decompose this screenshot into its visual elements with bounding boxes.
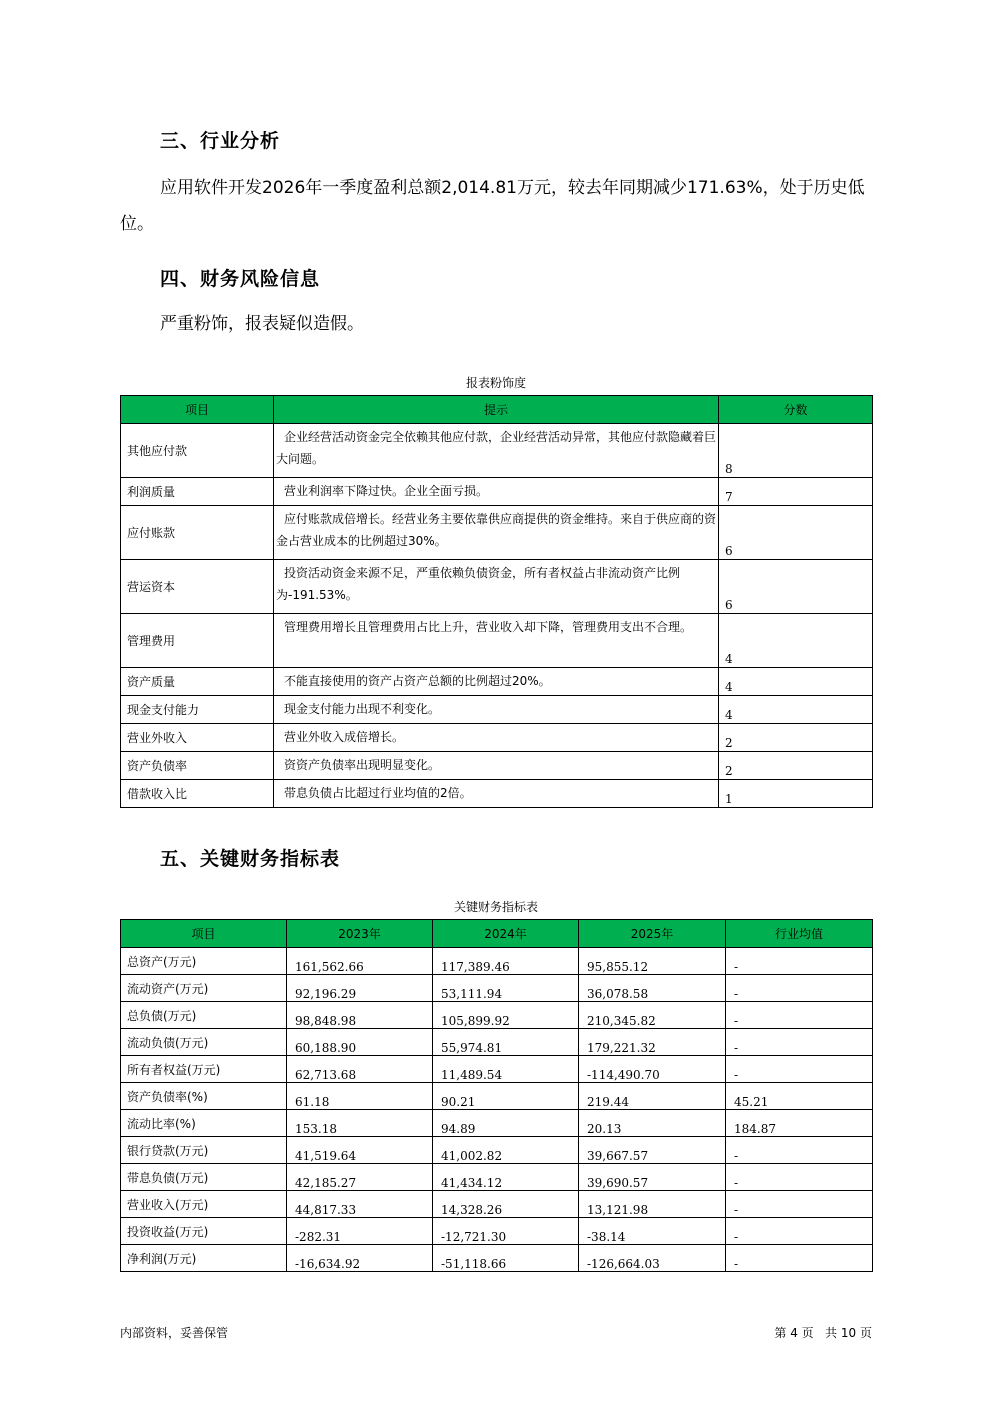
value-2025-cell: 13,121.98 [579, 1191, 726, 1218]
industry-avg-cell: - [726, 1137, 873, 1164]
indicator-name-cell: 总负债(万元) [121, 1002, 287, 1029]
risk-item-cell: 资产负债率 [121, 752, 274, 780]
value-2023-cell: 153.18 [287, 1110, 433, 1137]
indicator-name-cell: 净利润(万元) [121, 1245, 287, 1272]
fin-header-item: 项目 [121, 920, 287, 948]
value-2024-cell: -12,721.30 [433, 1218, 579, 1245]
industry-avg-cell: - [726, 1191, 873, 1218]
indicator-name-cell: 投资收益(万元) [121, 1218, 287, 1245]
risk-hint-cell: 营业外收入成倍增长。 [274, 724, 719, 752]
value-2023-cell: 62,713.68 [287, 1056, 433, 1083]
risk-hint-cell: 现金支付能力出现不利变化。 [274, 696, 719, 724]
indicator-name-cell: 所有者权益(万元) [121, 1056, 287, 1083]
value-2023-cell: -282.31 [287, 1218, 433, 1245]
indicator-name-cell: 流动负债(万元) [121, 1029, 287, 1056]
table-row [121, 424, 873, 478]
table-row [121, 1191, 873, 1218]
value-2023-cell: 42,185.27 [287, 1164, 433, 1191]
industry-analysis-text: 应用软件开发2026年一季度盈利总额2,014.81万元，较去年同期减少171.63%，处于历史低位。 [120, 178, 865, 234]
fin-header-2024: 2024年 [433, 920, 579, 948]
table-row [121, 1029, 873, 1056]
table-row [121, 668, 873, 696]
industry-avg-cell: 45.21 [726, 1083, 873, 1110]
risk-hint-cell: 企业经营活动资金完全依赖其他应付款，企业经营活动异常，其他应付款隐藏着巨大问题。 [274, 424, 719, 478]
value-2025-cell: 95,855.12 [579, 948, 726, 975]
value-2025-cell: -126,664.03 [579, 1245, 726, 1272]
section-heading-key-indicators: 五、关键财务指标表 [160, 848, 341, 870]
risk-header-score: 分数 [719, 396, 873, 424]
risk-score-cell: 4 [719, 696, 873, 724]
risk-hint-cell: 营业利润率下降过快。企业全面亏损。 [274, 478, 719, 506]
indicator-name-cell: 带息负债(万元) [121, 1164, 287, 1191]
fin-table-caption: 关键财务指标表 [453, 900, 538, 914]
fin-table-header-row [121, 920, 873, 948]
risk-score-cell: 4 [719, 668, 873, 696]
industry-avg-cell: - [726, 1245, 873, 1272]
table-row [121, 506, 873, 560]
risk-score-cell: 4 [719, 614, 873, 668]
risk-hint-cell: 带息负债占比超过行业均值的2倍。 [274, 780, 719, 808]
indicator-name-cell: 营业收入(万元) [121, 1191, 287, 1218]
table-row [121, 948, 873, 975]
risk-summary-text: 严重粉饰，报表疑似造假。 [160, 314, 364, 334]
value-2024-cell: 105,899.92 [433, 1002, 579, 1029]
key-financial-table [120, 919, 873, 1272]
table-row [121, 1056, 873, 1083]
risk-hint-cell: 不能直接使用的资产占资产总额的比例超过20%。 [274, 668, 719, 696]
industry-avg-cell: - [726, 1164, 873, 1191]
value-2025-cell: 39,667.57 [579, 1137, 726, 1164]
section-heading-risk: 四、财务风险信息 [160, 268, 321, 290]
value-2025-cell: 39,690.57 [579, 1164, 726, 1191]
footer-confidential: 内部资料，妥善保管 [120, 1326, 229, 1340]
industry-avg-cell: - [726, 1056, 873, 1083]
risk-item-cell: 应付账款 [121, 506, 274, 560]
risk-item-cell: 借款收入比 [121, 780, 274, 808]
risk-header-hint: 提示 [274, 396, 719, 424]
table-row [121, 478, 873, 506]
value-2023-cell: 41,519.64 [287, 1137, 433, 1164]
value-2025-cell: -114,490.70 [579, 1056, 726, 1083]
risk-hint-cell: 应付账款成倍增长。经营业务主要依靠供应商提供的资金维持。来自于供应商的资金占营业成本的比例超过30%。 [274, 506, 719, 560]
value-2024-cell: 41,434.12 [433, 1164, 579, 1191]
table-row [121, 1002, 873, 1029]
indicator-name-cell: 资产负债率(%) [121, 1083, 287, 1110]
fin-header-industry-avg: 行业均值 [726, 920, 873, 948]
risk-score-cell: 1 [719, 780, 873, 808]
table-row [121, 1245, 873, 1272]
risk-table [120, 395, 873, 808]
industry-avg-cell: - [726, 948, 873, 975]
value-2024-cell: 41,002.82 [433, 1137, 579, 1164]
value-2025-cell: 210,345.82 [579, 1002, 726, 1029]
value-2025-cell: 219.44 [579, 1083, 726, 1110]
value-2023-cell: -16,634.92 [287, 1245, 433, 1272]
table-row [121, 752, 873, 780]
value-2024-cell: -51,118.66 [433, 1245, 579, 1272]
value-2023-cell: 92,196.29 [287, 975, 433, 1002]
risk-table-caption: 报表粉饰度 [465, 376, 526, 390]
fin-header-2025: 2025年 [579, 920, 726, 948]
value-2024-cell: 117,389.46 [433, 948, 579, 975]
value-2024-cell: 90.21 [433, 1083, 579, 1110]
fin-header-2023: 2023年 [287, 920, 433, 948]
industry-avg-cell: 184.87 [726, 1110, 873, 1137]
value-2023-cell: 61.18 [287, 1083, 433, 1110]
industry-avg-cell: - [726, 975, 873, 1002]
table-row [121, 696, 873, 724]
footer-page-number: 第 4 页 共 10 页 [774, 1326, 872, 1340]
risk-hint-cell: 投资活动资金来源不足，严重依赖负债资金，所有者权益占非流动资产比例为-191.53%。 [274, 560, 719, 614]
table-row [121, 724, 873, 752]
risk-item-cell: 利润质量 [121, 478, 274, 506]
risk-score-cell: 6 [719, 560, 873, 614]
value-2025-cell: 179,221.32 [579, 1029, 726, 1056]
value-2025-cell: -38.14 [579, 1218, 726, 1245]
table-row [121, 780, 873, 808]
risk-hint-cell: 管理费用增长且管理费用占比上升，营业收入却下降，管理费用支出不合理。 [274, 614, 719, 668]
table-row [121, 1083, 873, 1110]
indicator-name-cell: 银行贷款(万元) [121, 1137, 287, 1164]
table-row [121, 1218, 873, 1245]
indicator-name-cell: 总资产(万元) [121, 948, 287, 975]
table-row [121, 975, 873, 1002]
table-row [121, 1110, 873, 1137]
risk-score-cell: 6 [719, 506, 873, 560]
risk-score-cell: 8 [719, 424, 873, 478]
risk-item-cell: 现金支付能力 [121, 696, 274, 724]
value-2023-cell: 44,817.33 [287, 1191, 433, 1218]
risk-score-cell: 7 [719, 478, 873, 506]
table-row [121, 614, 873, 668]
risk-table-header-row [121, 396, 873, 424]
industry-avg-cell: - [726, 1029, 873, 1056]
value-2024-cell: 94.89 [433, 1110, 579, 1137]
risk-item-cell: 营业外收入 [121, 724, 274, 752]
industry-avg-cell: - [726, 1218, 873, 1245]
risk-item-cell: 管理费用 [121, 614, 274, 668]
risk-header-item: 项目 [121, 396, 274, 424]
value-2023-cell: 161,562.66 [287, 948, 433, 975]
risk-hint-cell: 资资产负债率出现明显变化。 [274, 752, 719, 780]
value-2025-cell: 20.13 [579, 1110, 726, 1137]
table-row [121, 560, 873, 614]
value-2024-cell: 14,328.26 [433, 1191, 579, 1218]
indicator-name-cell: 流动比率(%) [121, 1110, 287, 1137]
risk-score-cell: 2 [719, 724, 873, 752]
value-2024-cell: 55,974.81 [433, 1029, 579, 1056]
value-2023-cell: 60,188.90 [287, 1029, 433, 1056]
table-row [121, 1164, 873, 1191]
risk-item-cell: 其他应付款 [121, 424, 274, 478]
indicator-name-cell: 流动资产(万元) [121, 975, 287, 1002]
value-2024-cell: 11,489.54 [433, 1056, 579, 1083]
section-heading-industry: 三、行业分析 [160, 130, 281, 152]
value-2023-cell: 98,848.98 [287, 1002, 433, 1029]
risk-item-cell: 资产质量 [121, 668, 274, 696]
risk-score-cell: 2 [719, 752, 873, 780]
value-2025-cell: 36,078.58 [579, 975, 726, 1002]
industry-avg-cell: - [726, 1002, 873, 1029]
value-2024-cell: 53,111.94 [433, 975, 579, 1002]
risk-item-cell: 营运资本 [121, 560, 274, 614]
table-row [121, 1137, 873, 1164]
